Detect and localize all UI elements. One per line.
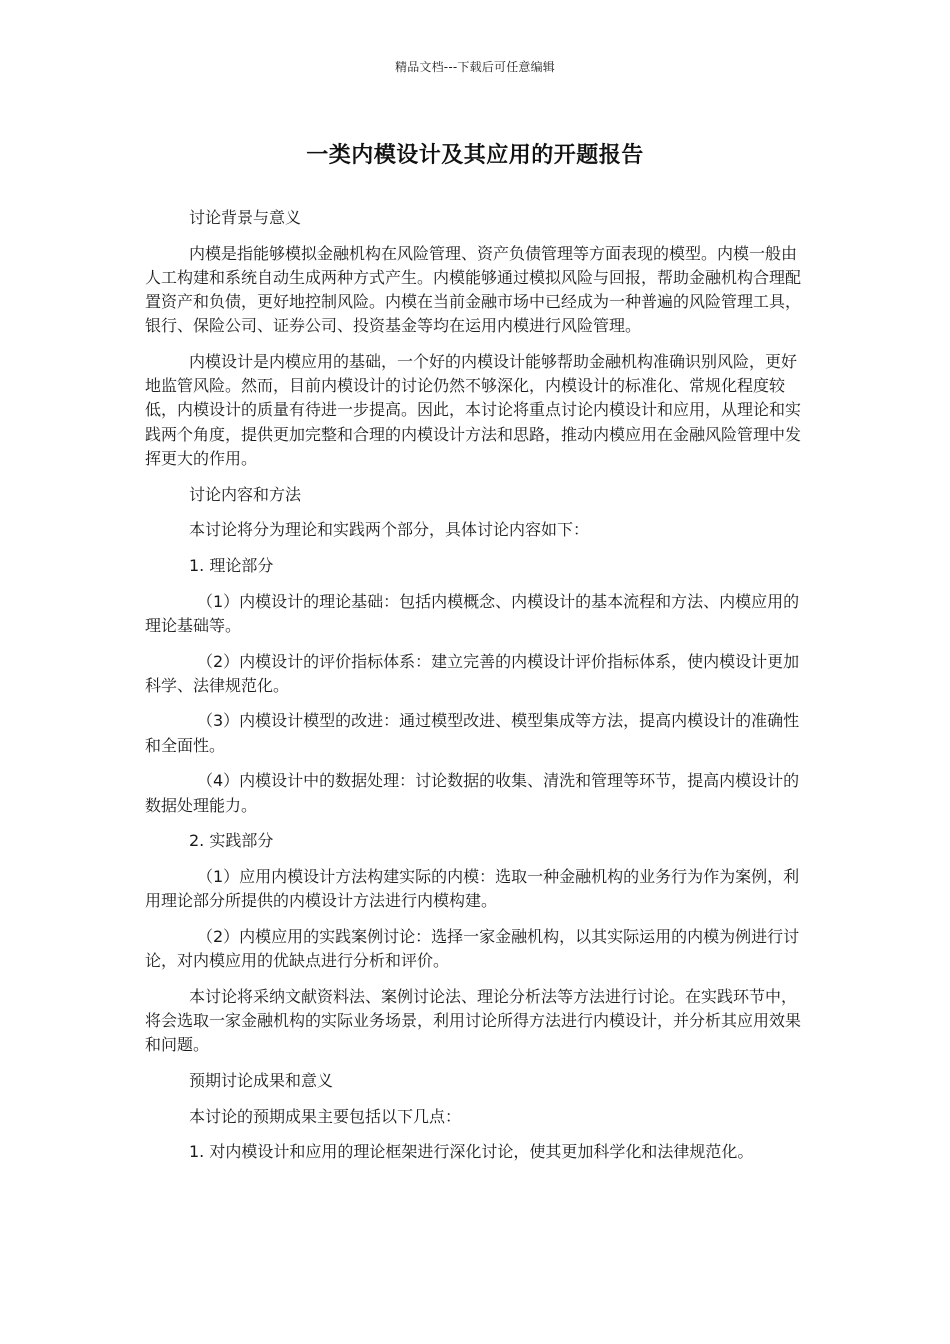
paragraph: （1）内模设计的理论基础：包括内模概念、内模设计的基本流程和方法、内模应用的理论基础等。 — [145, 591, 800, 635]
document-body — [145, 206, 810, 1176]
paragraph: 1. 对内模设计和应用的理论框架进行深化讨论，使其更加科学化和法律规范化。 — [189, 1142, 754, 1162]
paragraph: 本讨论将采纳文献资料法、案例讨论法、理论分析法等方法进行讨论。在实践环节中，将会选取一家金融机构的实际业务场景，利用讨论所得方法进行内模设计，并分析其应用效果和问题。 — [145, 986, 802, 1055]
paragraph: 预期讨论成果和意义 — [189, 1070, 334, 1090]
paragraph: 讨论内容和方法 — [189, 484, 302, 504]
paragraph: （4）内模设计中的数据处理：讨论数据的收集、清洗和管理等环节，提高内模设计的数据处理能力。 — [145, 771, 800, 815]
paragraph: 1. 理论部分 — [189, 555, 274, 575]
paragraph: 本讨论的预期成果主要包括以下几点： — [189, 1106, 462, 1126]
paragraph: 内模设计是内模应用的基础，一个好的内模设计能够帮助金融机构准确识别风险，更好地监管风险。然而，目前内模设计的讨论仍然不够深化，内模设计的标准化、常规化程度较低，内模设计的质量有待进一步提高。因此，本讨论将重点讨论内模设计和应用，从理论和实践两个角度，提供更加完整和合理的内模设计方法和思路，推动内模应用在金融风险管理中发挥更大的作用。 — [145, 352, 802, 468]
page-header: 精品文档---下载后可任意编辑 — [395, 60, 555, 74]
paragraph: （2）内模应用的实践案例讨论：选择一家金融机构，以其实际运用的内模为例进行讨论，对内模应用的优缺点进行分析和评价。 — [145, 926, 800, 971]
paragraph: 内模是指能够模拟金融机构在风险管理、资产负债管理等方面表现的模型。内模一般由人工构建和系统自动生成两种方式产生。内模能够通过模拟风险与回报，帮助金融机构合理配置资产和负债，更好地控制风险。内模在当前金融市场中已经成为一种普遍的风险管理工具，银行、保险公司、证券公司、投资基金等均在运用内模进行风险管理。 — [145, 243, 802, 336]
paragraph: 2. 实践部分 — [189, 831, 274, 851]
paragraph: 讨论背景与意义 — [189, 208, 302, 227]
paragraph: （2）内模设计的评价指标体系：建立完善的内模设计评价指标体系，使内模设计更加科学、法律规范化。 — [145, 651, 800, 695]
document-title: 一类内模设计及其应用的开题报告 — [306, 143, 644, 168]
paragraph: （1）应用内模设计方法构建实际的内模：选取一种金融机构的业务行为作为案例，利用理论部分所提供的内模设计方法进行内模构建。 — [145, 866, 800, 911]
paragraph: （3）内模设计模型的改进：通过模型改进、模型集成等方法，提高内模设计的准确性和全面性。 — [145, 711, 800, 755]
paragraph: 本讨论将分为理论和实践两个部分，具体讨论内容如下： — [189, 520, 590, 540]
